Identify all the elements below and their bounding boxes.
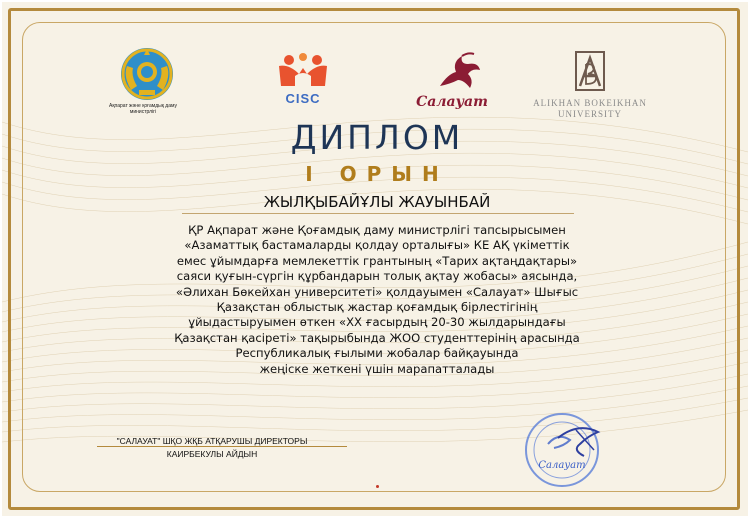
signature-line bbox=[97, 446, 347, 447]
university-logo-text: ALIKHAN BOKEIKHAN UNIVERSITY bbox=[533, 98, 647, 119]
body-line: «Азаматтық бастамаларды қолдау орталығы» КЕ АҚ үкіметтік bbox=[184, 238, 570, 253]
diploma-title: ДИПЛОМ bbox=[290, 118, 464, 157]
recipient-name: ЖЫЛҚЫБАЙҰЛЫ ЖАУЫНБАЙ bbox=[263, 193, 491, 211]
body-line: ұйыдастыруымен өткен «XX ғасырдың 20-30 жылдарындағы bbox=[188, 315, 566, 330]
body-line: «Әлихан Бөкейхан университеті» қолдауымен «Салауат» Шығыс bbox=[175, 284, 579, 299]
body-line: ҚР Ақпарат және Қоғамдық даму министрлігі тапсырысымен bbox=[188, 223, 566, 237]
recipient-underline bbox=[182, 213, 574, 214]
award-description bbox=[112, 223, 642, 377]
signatory-block bbox=[62, 435, 362, 461]
body-line: емес ұйымдарға мемлекеттік грантының «Тарих ақтаңдақтары» bbox=[176, 253, 578, 268]
body-line: Қазақстан қасіреті» тақырыбында ЖОО студенттерінің арасында bbox=[174, 330, 580, 345]
decorative-dot bbox=[376, 485, 379, 488]
body-line: Қазақстан облыстық жастар қоғамдық бірлестігінің bbox=[216, 300, 538, 315]
cisc-logo bbox=[275, 52, 331, 92]
kazakhstan-emblem-logo bbox=[119, 46, 175, 102]
place-award: І ОРЫН bbox=[305, 162, 449, 186]
salauat-horse-logo bbox=[434, 52, 484, 94]
diploma-sheet bbox=[2, 2, 748, 516]
official-stamp bbox=[518, 410, 608, 492]
body-line: Республикалық ғылыми жобалар байқауында bbox=[235, 346, 519, 361]
signatory-name: КАИРБЕКУЛЫ АЙДЫН bbox=[166, 449, 258, 459]
ministry-caption: Ақпарат және қоғамдық даму министрлігі bbox=[109, 103, 177, 115]
university-monogram-logo bbox=[574, 50, 606, 94]
body-line: саяси қуғын-сүргін құрбандарын толық ақтау жобасы» аясында, bbox=[176, 269, 578, 284]
stamp-text: Салауат bbox=[538, 460, 586, 471]
salauat-logo-text: Салауат bbox=[416, 94, 488, 110]
cisc-logo-text: CISC bbox=[285, 91, 321, 106]
body-line: жеңіске жеткені үшін марапатталады bbox=[259, 361, 495, 376]
signatory-position: "САЛАУАТ" ШҚО ЖҚБ АТҚАРУШЫ ДИРЕКТОРЫ bbox=[116, 436, 308, 446]
